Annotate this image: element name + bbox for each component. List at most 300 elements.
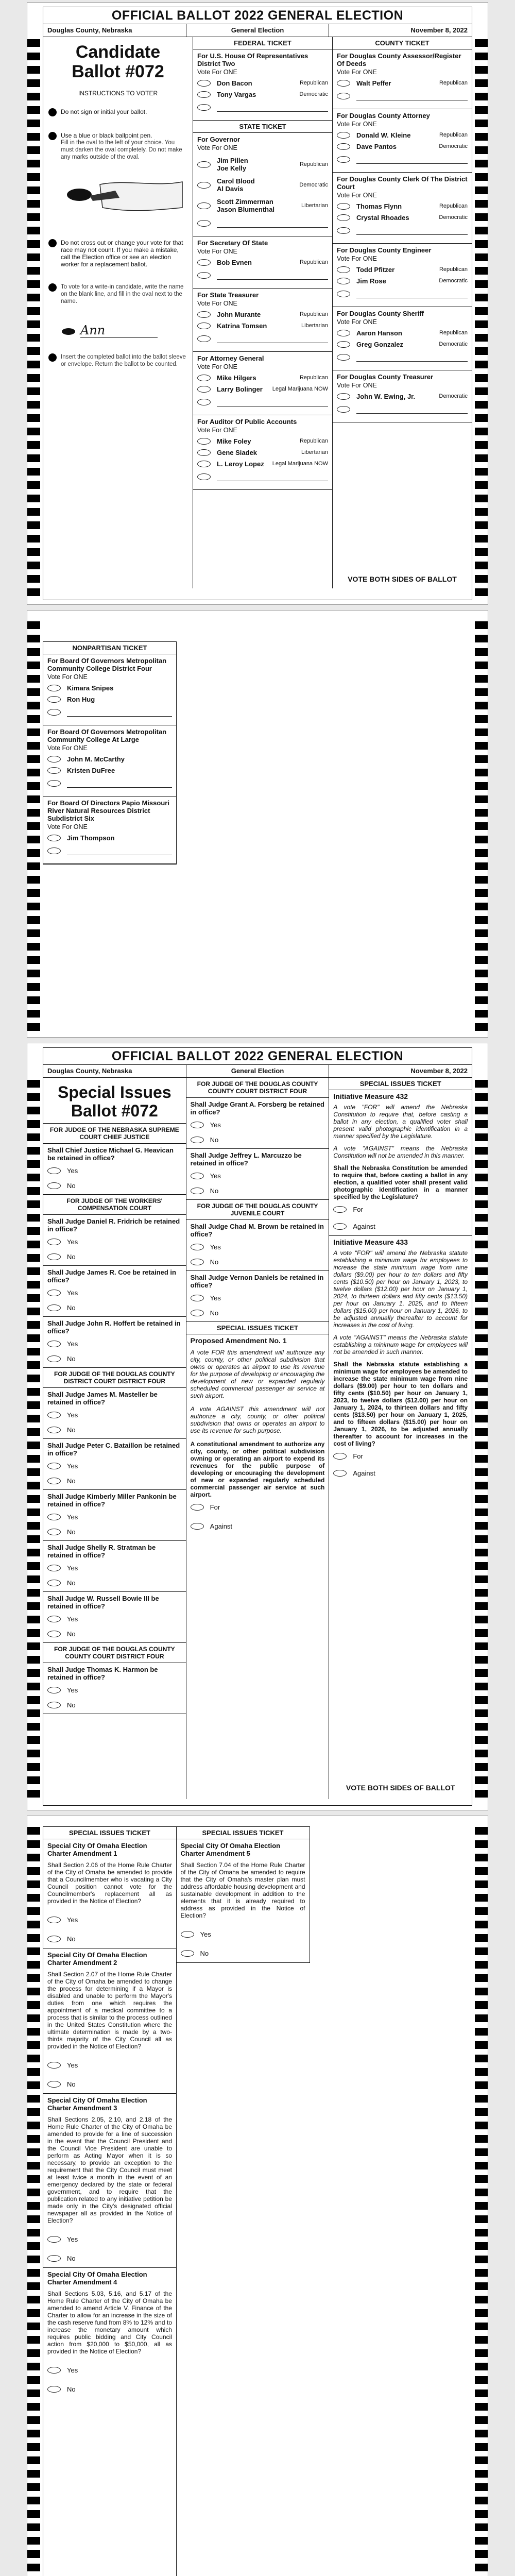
timing-mark: [27, 334, 40, 342]
candidate-name: Walt Peffer: [356, 79, 391, 87]
timing-mark: [27, 795, 40, 803]
write-in-oval[interactable]: [337, 156, 350, 163]
race-title: For Attorney General: [197, 354, 264, 362]
timing-mark: [27, 227, 40, 234]
no-option[interactable]: [47, 1701, 182, 1709]
governor-name: Scott Zimmerman: [217, 198, 273, 206]
vote-oval[interactable]: [197, 375, 211, 381]
candidate-option[interactable]: [337, 329, 468, 337]
no-oval[interactable]: [47, 1253, 61, 1260]
write-in-oval[interactable]: [47, 848, 61, 854]
amendment-1-against-option[interactable]: [191, 1522, 325, 1530]
timing-mark: [475, 1709, 488, 1717]
no-label: No: [210, 1187, 219, 1195]
timing-mark: [27, 2430, 40, 2437]
timing-mark: [475, 1535, 488, 1543]
timing-mark: [27, 441, 40, 449]
timing-mark: [475, 1214, 488, 1222]
timing-mark: [475, 1656, 488, 1664]
timing-mark: [27, 2564, 40, 2571]
timing-mark: [475, 1961, 488, 1969]
timing-mark: [27, 2296, 40, 2303]
timing-mark: [27, 93, 40, 100]
no-oval[interactable]: [47, 1631, 61, 1637]
yes-option[interactable]: [191, 1172, 325, 1180]
timing-mark: [475, 996, 488, 1004]
no-option[interactable]: [47, 1355, 182, 1363]
yes-oval[interactable]: [191, 1244, 204, 1250]
yes-oval[interactable]: [47, 2062, 61, 2069]
no-option[interactable]: [181, 1950, 305, 1957]
timing-mark: [27, 521, 40, 529]
candidate-name: Mike Foley: [217, 437, 251, 445]
yes-label: Yes: [210, 1243, 221, 1251]
vote-oval[interactable]: [197, 311, 211, 318]
vote-oval[interactable]: [47, 835, 61, 841]
instruction-step-2: [48, 132, 187, 161]
no-oval[interactable]: [47, 2081, 61, 2088]
candidate-option[interactable]: [47, 834, 172, 842]
initiatives-column: [329, 1078, 472, 1799]
ballot-name-line2: Ballot #072: [71, 1101, 158, 1120]
timing-mark: [27, 1401, 40, 1409]
no-option[interactable]: [47, 2080, 172, 2088]
timing-mark: [475, 1147, 488, 1155]
candidate-option[interactable]: [337, 277, 468, 285]
no-option[interactable]: [47, 2255, 172, 2262]
party-label: Republican: [299, 311, 328, 317]
yes-option[interactable]: [47, 1167, 182, 1175]
write-in-line[interactable]: [217, 218, 328, 228]
write-in-line[interactable]: [217, 472, 328, 481]
write-in-line[interactable]: [67, 707, 172, 717]
yes-option[interactable]: [47, 1564, 182, 1572]
instruction-step-3: [48, 239, 187, 268]
instruction-3-text: Do not cross out or change your vote for that race may not count. If you make a mistake, call the Election office or see an election worker for a replacement ballot.: [61, 239, 183, 268]
write-in-line[interactable]: [67, 846, 172, 855]
timing-mark: [27, 53, 40, 60]
nonpartisan-ticket: [43, 641, 177, 865]
write-in-oval[interactable]: [337, 354, 350, 361]
write-in-line[interactable]: [217, 397, 328, 406]
no-option[interactable]: [47, 1426, 182, 1434]
vote-oval[interactable]: [47, 696, 61, 703]
no-option[interactable]: [47, 1182, 182, 1190]
for-oval[interactable]: [191, 1504, 204, 1511]
timing-mark: [27, 1709, 40, 1717]
no-oval[interactable]: [47, 1478, 61, 1484]
initiative-432-title: Initiative Measure 432: [333, 1092, 408, 1100]
yes-option[interactable]: [47, 1916, 172, 1924]
write-in-oval[interactable]: [197, 399, 211, 405]
yes-option[interactable]: [47, 2235, 172, 2243]
no-option[interactable]: [191, 1258, 325, 1266]
no-option[interactable]: [47, 1477, 182, 1485]
write-in-option[interactable]: [197, 472, 328, 481]
charter-amendment: [43, 2268, 176, 2398]
candidate-option[interactable]: [197, 311, 328, 318]
yes-oval[interactable]: [47, 1687, 61, 1693]
no-oval[interactable]: [47, 1529, 61, 1535]
timing-mark: [27, 2416, 40, 2424]
timing-mark: [475, 1455, 488, 1463]
write-in-oval[interactable]: [47, 780, 61, 787]
timing-mark: [475, 1267, 488, 1275]
timing-mark: [475, 2041, 488, 2049]
no-oval[interactable]: [191, 1259, 204, 1265]
write-in-line[interactable]: [217, 103, 328, 112]
write-in-line[interactable]: [356, 352, 468, 362]
no-oval[interactable]: [47, 1580, 61, 1586]
write-in-option[interactable]: [197, 218, 328, 228]
timing-mark: [475, 401, 488, 409]
candidate-option[interactable]: [337, 131, 468, 139]
yes-oval[interactable]: [47, 1167, 61, 1174]
write-in-option[interactable]: [337, 404, 468, 414]
write-in-option[interactable]: [337, 289, 468, 298]
yes-oval[interactable]: [47, 1341, 61, 1347]
vote-oval[interactable]: [337, 393, 350, 400]
write-in-line[interactable]: [217, 334, 328, 343]
no-oval[interactable]: [191, 1310, 204, 1316]
candidate-option[interactable]: [197, 91, 328, 98]
candidate-name: Jim Rose: [356, 277, 386, 285]
against-oval[interactable]: [191, 1523, 204, 1530]
election-label: General Election: [186, 24, 330, 37]
vote-oval[interactable]: [197, 202, 211, 209]
yes-option[interactable]: [47, 2061, 172, 2069]
no-oval[interactable]: [181, 1950, 194, 1957]
timing-mark: [475, 1509, 488, 1516]
timing-mark: [27, 1867, 40, 1875]
candidate-option[interactable]: [47, 696, 172, 703]
vote-oval[interactable]: [197, 323, 211, 329]
write-in-option[interactable]: [337, 226, 468, 235]
timing-mark: [27, 428, 40, 435]
timing-mark: [475, 2282, 488, 2290]
timing-mark: [475, 2081, 488, 2089]
initiative-433: [329, 1236, 472, 1482]
timing-mark: [27, 133, 40, 141]
candidate-option[interactable]: [337, 393, 468, 400]
initiative-433-for-option[interactable]: [333, 1452, 468, 1460]
vote-oval[interactable]: [197, 182, 211, 189]
write-in-oval[interactable]: [337, 93, 350, 99]
vote-for-one: Vote For ONE: [337, 382, 377, 389]
yes-oval[interactable]: [47, 1616, 61, 1622]
yes-option[interactable]: [47, 1513, 182, 1521]
timing-mark: [27, 635, 40, 642]
no-oval[interactable]: [47, 1427, 61, 1433]
for-label: For: [353, 1452, 363, 1460]
write-in-option[interactable]: [197, 270, 328, 280]
no-oval[interactable]: [191, 1188, 204, 1194]
vote-oval[interactable]: [197, 161, 211, 168]
timing-mark: [475, 1894, 488, 1902]
timing-mark: [475, 1227, 488, 1235]
write-in-oval[interactable]: [337, 291, 350, 297]
timing-mark: [475, 414, 488, 422]
for-oval[interactable]: [333, 1453, 347, 1460]
timing-mark: [27, 755, 40, 763]
no-option[interactable]: [47, 1935, 172, 1943]
initiative-432-for-option[interactable]: [333, 1206, 468, 1213]
yes-option[interactable]: [47, 1238, 182, 1246]
yes-oval[interactable]: [47, 2236, 61, 2243]
write-in-line[interactable]: [217, 270, 328, 280]
vote-oval[interactable]: [337, 278, 350, 284]
write-in-option[interactable]: [197, 334, 328, 343]
candidate-option[interactable]: [197, 449, 328, 456]
write-in-oval[interactable]: [337, 406, 350, 413]
vote-oval[interactable]: [197, 438, 211, 445]
yes-oval[interactable]: [47, 1239, 61, 1245]
timing-mark: [27, 876, 40, 884]
write-in-option[interactable]: [337, 91, 468, 100]
yes-oval[interactable]: [181, 1931, 194, 1938]
yes-option[interactable]: [47, 1340, 182, 1348]
timing-mark: [27, 1241, 40, 1248]
timing-mark: [475, 1308, 488, 1315]
write-in-option[interactable]: [47, 707, 172, 717]
candidate-option[interactable]: [337, 79, 468, 87]
retention-question-text: Shall Judge Kimberly Miller Pankonin be retained in office?: [47, 1493, 177, 1508]
step-2-marker-icon: [48, 132, 57, 140]
no-option[interactable]: [191, 1309, 325, 1317]
yes-option[interactable]: [47, 1289, 182, 1297]
race: [333, 244, 472, 307]
no-option[interactable]: [47, 1304, 182, 1312]
vote-for-one: Vote For ONE: [197, 248, 237, 255]
write-in-line[interactable]: [356, 404, 468, 414]
vote-oval[interactable]: [337, 143, 350, 150]
retention-question-text: Shall Judge James M. Masteller be retained in office?: [47, 1391, 158, 1406]
vote-oval[interactable]: [197, 80, 211, 87]
candidate-option[interactable]: [47, 684, 172, 692]
retention-question-text: Shall Judge Daniel R. Fridrich be retained in office?: [47, 1217, 180, 1233]
write-in-line[interactable]: [356, 155, 468, 164]
yes-oval[interactable]: [47, 1565, 61, 1571]
vote-for-one: Vote For ONE: [197, 69, 237, 76]
yes-option[interactable]: [191, 1121, 325, 1129]
retention-question-text: Shall Judge Thomas K. Harmon be retained in office?: [47, 1666, 158, 1681]
vote-oval[interactable]: [337, 330, 350, 336]
timing-mark: [27, 1455, 40, 1463]
write-in-oval[interactable]: [197, 473, 211, 480]
vote-oval[interactable]: [337, 341, 350, 348]
yes-oval[interactable]: [47, 1514, 61, 1520]
timing-mark: [475, 213, 488, 221]
timing-mark: [475, 2256, 488, 2263]
write-in-oval[interactable]: [337, 227, 350, 234]
candidate-name: Donald W. Kleine: [356, 131, 411, 139]
timing-mark: [27, 361, 40, 368]
yes-option[interactable]: [47, 1686, 182, 1694]
party-label: Legal Marijuana NOW: [272, 461, 328, 467]
yes-oval[interactable]: [47, 1290, 61, 1296]
no-option[interactable]: [47, 1528, 182, 1536]
timing-mark: [27, 2242, 40, 2250]
timing-mark: [475, 1495, 488, 1503]
vote-oval[interactable]: [337, 266, 350, 273]
race-title: For Douglas County Clerk Of The District Court: [337, 175, 468, 191]
no-option[interactable]: [47, 2385, 172, 2393]
yes-option[interactable]: [191, 1243, 325, 1251]
timing-mark: [27, 1683, 40, 1690]
against-oval[interactable]: [333, 1223, 347, 1230]
timing-mark: [27, 66, 40, 74]
vote-oval[interactable]: [337, 80, 350, 87]
timing-mark: [475, 621, 488, 629]
timing-mark: [475, 120, 488, 127]
timing-mark: [27, 294, 40, 301]
candidate-option[interactable]: [197, 437, 328, 445]
yes-option[interactable]: [181, 1930, 305, 1938]
vote-oval[interactable]: [197, 386, 211, 393]
no-oval[interactable]: [191, 1137, 204, 1143]
timing-mark: [475, 1947, 488, 1955]
candidate-option[interactable]: [47, 767, 172, 774]
yes-oval[interactable]: [47, 1917, 61, 1923]
no-oval[interactable]: [47, 2386, 61, 2393]
timing-mark: [27, 688, 40, 696]
no-oval[interactable]: [47, 1355, 61, 1362]
candidate-ticket-option[interactable]: [197, 157, 328, 172]
initiative-433-against-option[interactable]: [333, 1469, 468, 1477]
vote-oval[interactable]: [337, 132, 350, 139]
write-in-option[interactable]: [337, 352, 468, 362]
yes-oval[interactable]: [47, 1412, 61, 1418]
candidate-option[interactable]: [197, 322, 328, 330]
vote-oval[interactable]: [197, 91, 211, 98]
vote-oval[interactable]: [47, 767, 61, 774]
vote-oval[interactable]: [197, 461, 211, 467]
no-oval[interactable]: [47, 1702, 61, 1708]
retention-question: [43, 1592, 186, 1643]
for-label: For: [210, 1503, 220, 1511]
candidate-option[interactable]: [197, 259, 328, 266]
candidate-option[interactable]: [47, 755, 172, 763]
write-in-line[interactable]: [356, 91, 468, 100]
write-in-oval[interactable]: [197, 104, 211, 111]
timing-mark: [27, 1535, 40, 1543]
timing-mark: [475, 1200, 488, 1208]
timing-mark: [475, 2095, 488, 2103]
candidate-name: Katrina Tomsen: [217, 322, 267, 330]
no-option[interactable]: [47, 1253, 182, 1261]
yes-option[interactable]: [191, 1294, 325, 1302]
charter-amendment: [177, 1839, 310, 1962]
timing-mark: [475, 454, 488, 462]
write-in-oval[interactable]: [197, 335, 211, 342]
yes-oval[interactable]: [191, 1295, 204, 1301]
instruction-step-1: [48, 108, 187, 116]
retention-question-text: Shall Judge Chad M. Brown be retained in office?: [190, 1223, 324, 1238]
write-in-option[interactable]: [47, 846, 172, 855]
yes-label: Yes: [67, 1167, 78, 1175]
timing-mark: [27, 1522, 40, 1530]
initiative-432-against-option[interactable]: [333, 1223, 468, 1230]
no-option[interactable]: [47, 1630, 182, 1638]
timing-mark: [27, 956, 40, 964]
ballot-name-line2: Ballot #072: [72, 62, 164, 81]
initiative-432: [329, 1090, 472, 1236]
yes-oval[interactable]: [47, 1463, 61, 1469]
yes-oval[interactable]: [47, 2367, 61, 2374]
yes-oval[interactable]: [191, 1173, 204, 1179]
retention-question-text: Shall Judge John R. Hoffert be retained in office?: [47, 1319, 181, 1335]
no-option[interactable]: [191, 1187, 325, 1195]
amendment-1-for-option[interactable]: [191, 1503, 325, 1511]
for-oval[interactable]: [333, 1206, 347, 1213]
candidate-option[interactable]: [197, 460, 328, 468]
candidate-option[interactable]: [337, 341, 468, 348]
no-oval[interactable]: [47, 1304, 61, 1311]
write-in-option[interactable]: [197, 103, 328, 112]
candidate-option[interactable]: [337, 214, 468, 222]
timing-mark: [475, 1669, 488, 1677]
candidate-option[interactable]: [337, 266, 468, 274]
write-in-line[interactable]: [356, 226, 468, 235]
timing-mark: [475, 66, 488, 74]
write-in-line[interactable]: [67, 778, 172, 788]
timing-mark: [27, 1921, 40, 1928]
candidate-option[interactable]: [197, 79, 328, 87]
vote-oval[interactable]: [197, 259, 211, 266]
no-option[interactable]: [191, 1136, 325, 1144]
timing-mark: [475, 1683, 488, 1690]
candidate-option[interactable]: [197, 385, 328, 393]
candidate-name: John Murante: [217, 311, 261, 318]
yes-option[interactable]: [47, 2366, 172, 2374]
candidate-ticket-option[interactable]: [197, 177, 328, 193]
for-label: For: [353, 1206, 363, 1213]
yes-oval[interactable]: [191, 1122, 204, 1128]
write-in-option[interactable]: [47, 778, 172, 788]
no-oval[interactable]: [47, 1936, 61, 1942]
yes-option[interactable]: [47, 1411, 182, 1419]
write-in-option[interactable]: [337, 155, 468, 164]
yes-option[interactable]: [47, 1462, 182, 1470]
candidate-option[interactable]: [337, 143, 468, 150]
vote-oval[interactable]: [337, 214, 350, 221]
timing-mark: [475, 2189, 488, 2196]
write-in-oval[interactable]: [197, 272, 211, 279]
write-in-oval[interactable]: [47, 709, 61, 716]
no-oval[interactable]: [47, 1182, 61, 1189]
no-option[interactable]: [47, 1579, 182, 1587]
no-oval[interactable]: [47, 2255, 61, 2262]
timing-mark: [27, 943, 40, 951]
write-in-option[interactable]: [197, 397, 328, 406]
timing-mark: [27, 213, 40, 221]
candidate-option[interactable]: [197, 374, 328, 382]
against-oval[interactable]: [333, 1470, 347, 1477]
write-in-oval[interactable]: [197, 220, 211, 227]
candidate-option[interactable]: [337, 202, 468, 210]
write-in-line[interactable]: [356, 289, 468, 298]
vote-oval[interactable]: [337, 203, 350, 210]
yes-option[interactable]: [47, 1615, 182, 1623]
initiative-433-title: Initiative Measure 433: [333, 1238, 408, 1246]
timing-mark: [27, 1080, 40, 1088]
vote-oval[interactable]: [47, 685, 61, 691]
party-label: Libertarian: [301, 202, 328, 209]
charter-amendment: [43, 1948, 176, 2094]
candidate-ticket-option[interactable]: [197, 198, 328, 213]
vote-oval[interactable]: [197, 449, 211, 456]
vote-oval[interactable]: [47, 756, 61, 762]
